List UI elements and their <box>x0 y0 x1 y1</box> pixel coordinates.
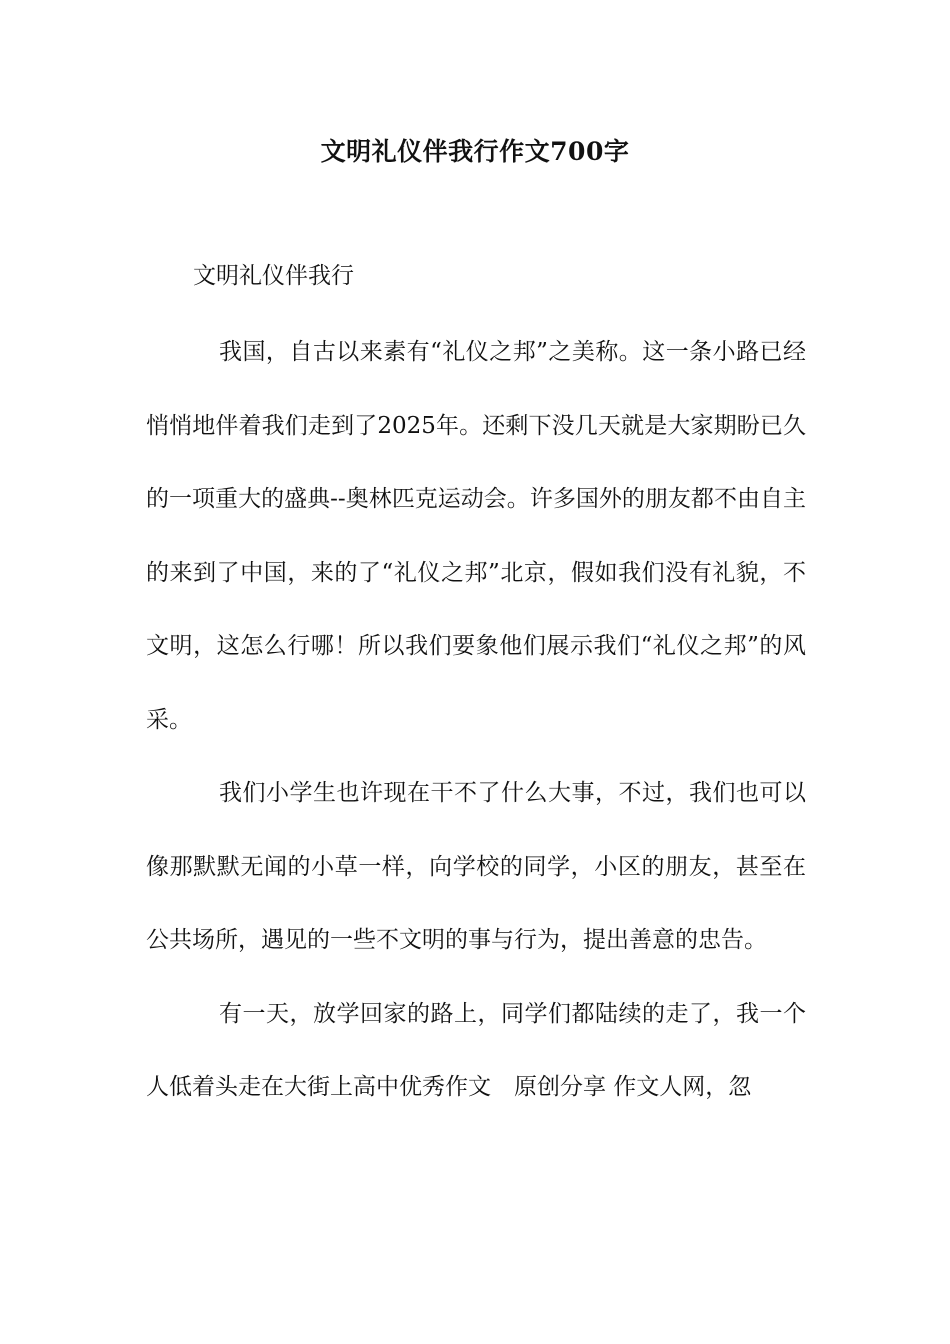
paragraph-3: 有一天，放学回家的路上，同学们都陆续的走了，我一个人低着头走在大街上高中优秀作文 原创分享 作文人网，忽 <box>146 1000 806 1100</box>
essay-heading: 文明礼仪伴我行 <box>193 263 354 289</box>
essay-body <box>146 316 806 1125</box>
document-title: 文明礼仪伴我行作文700字 <box>320 137 630 166</box>
paragraph-2: 我们小学生也许现在干不了什么大事，不过，我们也可以像那默默无闻的小草一样，向学校的同学，小区的朋友，甚至在公共场所，遇见的一些不文明的事与行为，提出善意的忠告。 <box>146 780 806 953</box>
paragraph-1: 我国，自古以来素有“礼仪之邦”之美称。这一条小路已经悄悄地伴着我们走到了2025年。还剩下没几天就是大家期盼已久的一项重大的盛典--奥林匹克运动会。许多国外的朋友都不由自主的来到了中国，来的了“礼仪之邦”北京，假如我们没有礼貌，不文明，这怎么行哪！所以我们要象他们展示我们“礼仪之邦”的风采。 <box>146 339 806 733</box>
